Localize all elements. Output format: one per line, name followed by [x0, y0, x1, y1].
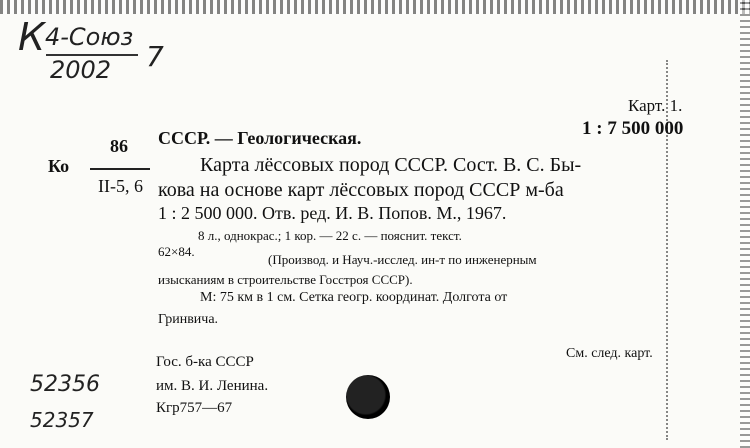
- body-line-3: 1 : 2 500 000. Отв. ред. И. В. Попов. М., 1967.: [158, 203, 507, 223]
- card-right-border: [740, 0, 750, 448]
- body-line-8: Гринвича.: [158, 312, 219, 327]
- stamp-line-3: Кгр757—67: [156, 400, 233, 416]
- body-line-5b: (Производ. и Науч.-исслед. ин-т по инженерным: [268, 252, 537, 267]
- body-line-2: кова на основе карт лёссовых пород СССР м-ба: [158, 179, 564, 201]
- inventory-number-2: 52357: [30, 408, 94, 432]
- stamp-line-1: Гос. б-ка СССР: [156, 354, 254, 370]
- body-line-1: Карта лёссовых пород СССР. Сост. В. С. Бы-: [200, 154, 582, 176]
- body-line-7: М: 75 км в 1 см. Сетка геогр. координат. Долгота от: [200, 290, 508, 305]
- body-line-5a: 62×84.: [158, 244, 195, 259]
- handwritten-code: [18, 15, 134, 59]
- card-heading: СССР. — Геологическая.: [158, 128, 362, 148]
- code-fraction-bottom: 2002: [50, 56, 112, 84]
- shelf-top-number: 86: [110, 136, 128, 156]
- body-line-4: 8 л., однокрас.; 1 кор. — 22 с. — пояснит. текст.: [198, 228, 462, 243]
- code-sup: 4-Союз: [44, 23, 134, 51]
- inventory-number-1: 52356: [30, 372, 100, 397]
- map-number: Карт. 1.: [628, 96, 683, 115]
- code-letter: К: [18, 15, 45, 59]
- shelf-bottom-number: II-5, 6: [98, 176, 143, 196]
- stamp-line-2: им. В. И. Ленина.: [156, 378, 269, 394]
- body-line-6: изысканиям в строительстве Госстроя СССР).: [158, 272, 413, 287]
- see-next-card: См. след. карт.: [566, 346, 653, 361]
- card-top-border: [0, 0, 750, 14]
- card-punch-hole: [346, 375, 390, 419]
- map-scale: 1 : 7 500 000: [582, 118, 684, 139]
- card-ruled-line: [666, 60, 669, 440]
- shelf-fraction-bar: [90, 168, 150, 170]
- shelf-ko: Ко: [48, 156, 70, 176]
- code-fraction-tail: 7: [146, 40, 164, 73]
